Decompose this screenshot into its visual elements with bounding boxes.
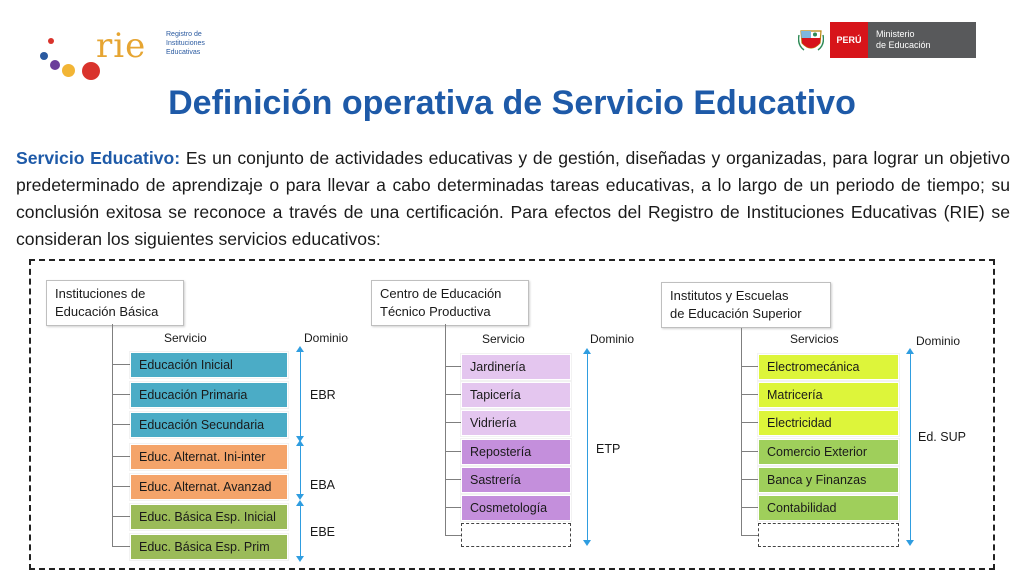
domain-arrow-bottom — [296, 556, 304, 562]
domain-label: Dominio — [916, 334, 961, 348]
logo-sub-line-2: Instituciones — [166, 40, 205, 47]
service-box: Contabilidad — [758, 495, 899, 521]
service-box-empty — [461, 523, 571, 547]
service-box: Banca y Finanzas — [758, 467, 899, 493]
tree-branch — [741, 507, 758, 508]
tree-branch — [741, 422, 758, 423]
tree-branch — [112, 456, 130, 457]
tree-branch — [445, 366, 461, 367]
logo-dot-red-small — [48, 38, 54, 44]
tree-branch — [741, 479, 758, 480]
group-header-line: Institutos y Escuelas — [670, 288, 789, 303]
tree-branch — [445, 535, 461, 536]
tree-branch — [445, 479, 461, 480]
service-box: Sastrería — [461, 467, 571, 493]
group-header-line: Instituciones de — [55, 286, 146, 301]
logo-sub-line-3: Educativas — [166, 49, 201, 56]
domain-eba: EBA — [310, 478, 336, 492]
tree-branch — [112, 486, 130, 487]
group-header-cetpro — [371, 280, 529, 326]
tree-branch — [445, 394, 461, 395]
logo-word: rie — [96, 26, 147, 66]
service-box: Repostería — [461, 439, 571, 465]
domain-label: Dominio — [590, 332, 635, 346]
service-box: Educ. Alternat. Avanzad — [130, 474, 288, 500]
service-box: Educ. Básica Esp. Inicial — [130, 504, 288, 530]
tree-branch — [112, 394, 130, 395]
tree-branch — [445, 422, 461, 423]
service-box: Educación Inicial — [130, 352, 288, 378]
tree-trunk — [445, 324, 446, 536]
minedu-logo — [798, 22, 976, 58]
ministry-line-2: de Educación — [876, 40, 931, 50]
domain-range-line — [300, 446, 301, 494]
logo-dot-purple — [50, 60, 60, 70]
definition-lead: Servicio Educativo: — [16, 148, 181, 168]
domain-etp: ETP — [596, 442, 621, 456]
service-box: Educación Primaria — [130, 382, 288, 408]
service-box: Jardinería — [461, 354, 571, 380]
logo-subtitle — [166, 30, 226, 57]
domain-label: Dominio — [304, 331, 349, 345]
logo-dot-blue — [40, 52, 48, 60]
ministry-label — [868, 22, 976, 58]
tree-branch — [445, 507, 461, 508]
service-box-empty — [758, 523, 899, 547]
service-box: Electricidad — [758, 410, 899, 436]
domain-range-line — [587, 354, 588, 540]
domain-arrow-bottom — [583, 540, 591, 546]
logo-dot-yellow — [62, 64, 75, 77]
group-header-superior — [661, 282, 831, 328]
service-box: Electromecánica — [758, 354, 899, 380]
service-box: Vidriería — [461, 410, 571, 436]
group-header-line: de Educación Superior — [670, 306, 802, 321]
service-box: Comercio Exterior — [758, 439, 899, 465]
domain-range-line — [300, 506, 301, 556]
group-header-line: Centro de Educación — [380, 286, 502, 301]
tree-trunk — [741, 328, 742, 536]
domain-range-line — [910, 354, 911, 540]
tree-branch — [741, 366, 758, 367]
tree-branch — [741, 451, 758, 452]
domain-ed-sup: Ed. SUP — [918, 430, 966, 444]
service-box: Matricería — [758, 382, 899, 408]
group-header-line: Técnico Productiva — [380, 304, 491, 319]
tree-branch — [741, 535, 758, 536]
tree-branch — [112, 424, 130, 425]
group-header-basica — [46, 280, 184, 326]
tree-trunk — [112, 324, 113, 546]
tree-branch — [112, 364, 130, 365]
tree-branch — [741, 394, 758, 395]
group-header-line: Educación Básica — [55, 304, 159, 319]
service-box: Educación Secundaria — [130, 412, 288, 438]
page-title: Definición operativa de Servicio Educativo — [168, 84, 856, 122]
tree-branch — [112, 516, 130, 517]
ministry-line-1: Ministerio — [876, 29, 915, 39]
domain-arrow-bottom — [906, 540, 914, 546]
service-label: Servicio — [164, 331, 207, 345]
peru-label: PERÚ — [830, 22, 868, 58]
rie-logo — [38, 18, 205, 82]
service-box: Tapicería — [461, 382, 571, 408]
definition-body: Es un conjunto de actividades educativas y de gestión, diseñadas y organizadas, para lograr un objetivo predeterminado de aprendizaje o para llevar a cabo determinadas tareas educativas, a lo largo de un periodo de tiempo; su conclusión exitosa se reconoce a través de una certificación. Para efectos del Registro de Instituciones Educativas (RIE) se consideran los siguientes servicios educativos: — [16, 148, 1010, 249]
domain-ebr: EBR — [310, 388, 336, 402]
service-box: Educ. Básica Esp. Prim — [130, 534, 288, 560]
tree-branch — [112, 546, 130, 547]
service-box: Cosmetología — [461, 495, 571, 521]
definition-paragraph — [16, 145, 1010, 253]
service-label: Servicios — [790, 332, 839, 346]
tree-branch — [445, 451, 461, 452]
coat-of-arms-icon — [798, 25, 824, 55]
domain-range-line — [300, 352, 301, 436]
logo-sub-line-1: Registro de — [166, 31, 202, 38]
domain-ebe: EBE — [310, 525, 336, 539]
service-box: Educ. Alternat. Ini-inter — [130, 444, 288, 470]
service-label: Servicio — [482, 332, 525, 346]
